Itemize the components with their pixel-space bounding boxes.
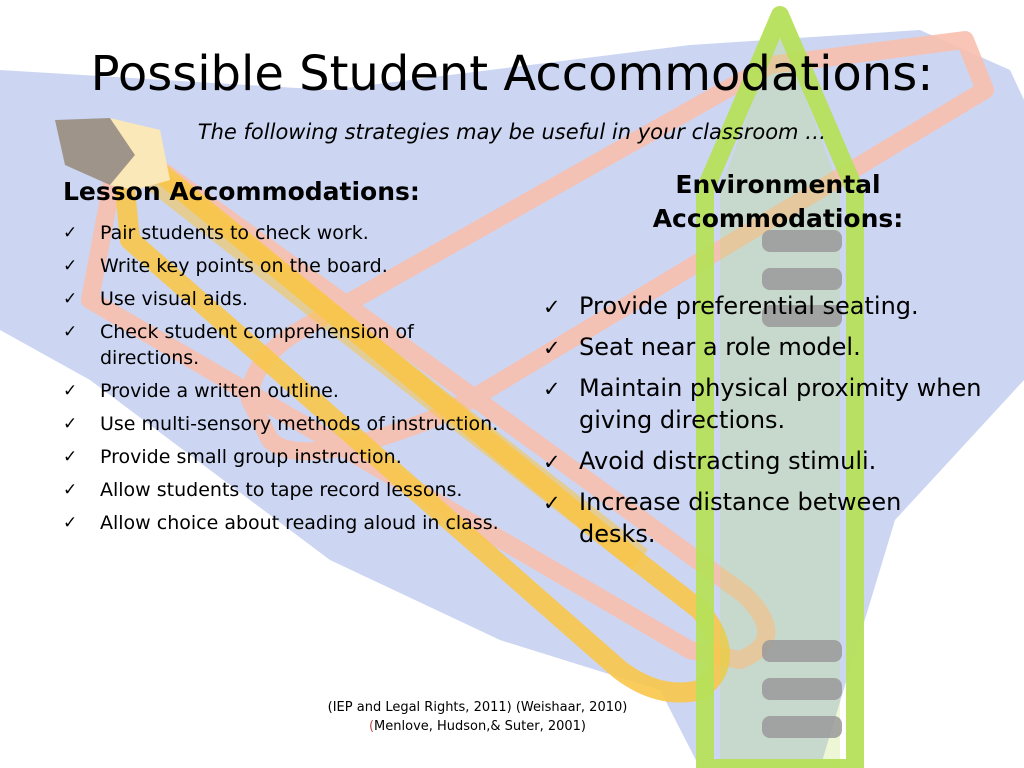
list-item: ✓ Maintain physical proximity when giving directions. xyxy=(543,374,982,434)
list-item: ✓ Check student comprehension of directions. xyxy=(63,321,414,369)
checkmark-icon: ✓ xyxy=(63,480,78,500)
list-item: ✓ Allow choice about reading aloud in class. xyxy=(63,512,499,534)
checkmark-icon: ✓ xyxy=(63,322,78,342)
checkmark-icon: ✓ xyxy=(543,295,561,319)
list-item: ✓ Avoid distracting stimuli. xyxy=(543,445,983,477)
lesson-heading: Lesson Accommodations: xyxy=(63,177,420,206)
environmental-heading-line1: Environmental xyxy=(675,170,881,199)
slide-subtitle: The following strategies may be useful in your classroom … xyxy=(197,120,827,144)
checkmark-icon: ✓ xyxy=(543,377,561,401)
checkmark-icon: ✓ xyxy=(63,223,78,243)
list-item: ✓ Pair students to check work. xyxy=(63,222,369,244)
citation-open-paren: ( xyxy=(368,719,375,734)
environmental-list xyxy=(543,290,983,559)
list-item: ✓ Provide small group instruction. xyxy=(63,446,402,468)
citation-line2 xyxy=(0,717,955,736)
list-item: ✓ Provide a written outline. xyxy=(63,380,339,402)
citation-line1: (IEP and Legal Rights, 2011) (Weishaar, 2010) xyxy=(327,700,628,715)
slide-title: Possible Student Accommodations: xyxy=(90,46,934,102)
list-item: ✓ Use multi-sensory methods of instruction. xyxy=(63,413,499,435)
list-item: ✓ Use visual aids. xyxy=(63,288,248,310)
environmental-heading-line2: Accommodations: xyxy=(652,204,904,233)
checkmark-icon: ✓ xyxy=(543,491,561,515)
list-item: ✓ Write key points on the board. xyxy=(63,255,388,277)
checkmark-icon: ✓ xyxy=(63,381,78,401)
list-item: ✓ Increase distance between desks. xyxy=(543,488,902,548)
citation xyxy=(0,698,955,736)
checkmark-icon: ✓ xyxy=(63,256,78,276)
checkmark-icon: ✓ xyxy=(543,450,561,474)
checkmark-icon: ✓ xyxy=(63,414,78,434)
list-item: ✓ Provide preferential seating. xyxy=(543,290,983,322)
checkmark-icon: ✓ xyxy=(543,336,561,360)
checkmark-icon: ✓ xyxy=(63,447,78,467)
environmental-heading xyxy=(590,168,966,236)
checkmark-icon: ✓ xyxy=(63,513,78,533)
lesson-list xyxy=(63,220,503,543)
checkmark-icon: ✓ xyxy=(63,289,78,309)
citation-line2-text: Menlove, Hudson,& Suter, 2001) xyxy=(374,719,587,734)
list-item: ✓ Seat near a role model. xyxy=(543,331,983,363)
list-item: ✓ Allow students to tape record lessons. xyxy=(63,479,463,501)
